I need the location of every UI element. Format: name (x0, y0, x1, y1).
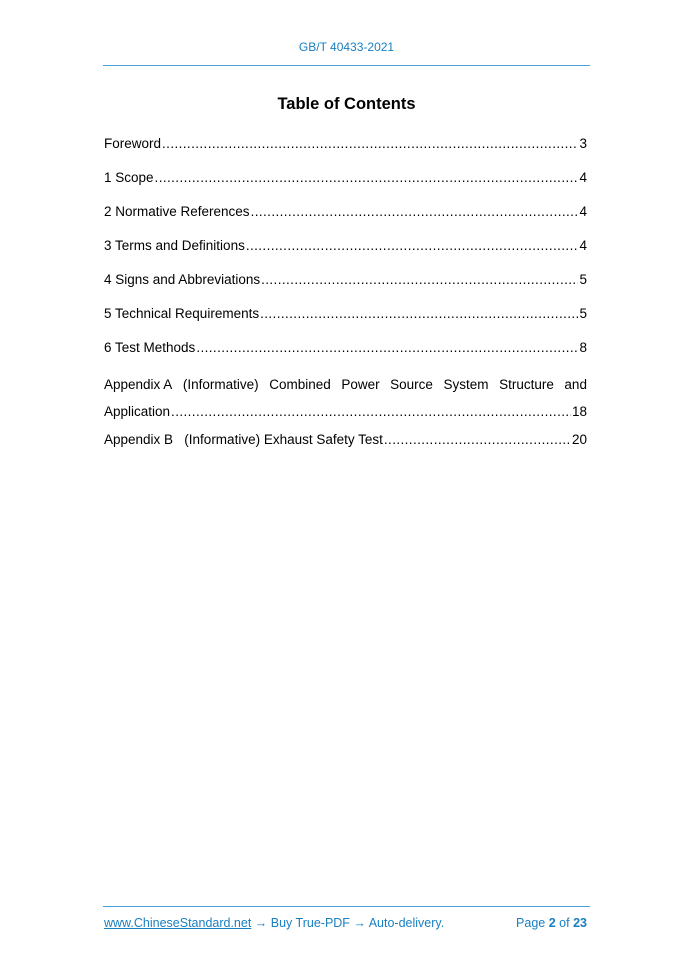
header-divider (103, 65, 590, 66)
toc-word: Appendix A (104, 377, 173, 392)
toc-page-number: 20 (571, 432, 587, 447)
footer-promo (104, 916, 444, 930)
toc-entry-technical-requirements[interactable] (104, 303, 587, 325)
current-page-number: 2 (548, 916, 556, 930)
toc-entry-label: 5 Technical Requirements (104, 306, 260, 321)
toc-entry-appendix-a[interactable] (104, 371, 587, 425)
toc-page-number: 5 (579, 306, 587, 321)
toc-page-number: 3 (579, 136, 587, 151)
toc-entry-appendix-b[interactable] (104, 429, 587, 451)
toc-page-number: 5 (579, 272, 587, 287)
toc-leader-dots (196, 337, 578, 359)
toc-leader-dots (260, 303, 578, 325)
toc-entry-label: 4 Signs and Abbreviations (104, 272, 261, 287)
toc-leader-dots (246, 235, 579, 257)
toc-leader-dots (261, 269, 578, 291)
table-of-contents (104, 133, 587, 463)
toc-entry-line-1 (104, 371, 587, 398)
toc-word: Combined (269, 377, 331, 392)
toc-entry-test-methods[interactable] (104, 337, 587, 359)
toc-page-number: 4 (579, 238, 587, 253)
toc-entry-label: 1 Scope (104, 170, 154, 185)
toc-page-number: 4 (579, 170, 587, 185)
toc-leader-dots (251, 201, 579, 223)
toc-page-number: 18 (571, 404, 587, 419)
page-of-label: of (559, 916, 570, 930)
toc-leader-dots (162, 133, 578, 155)
toc-leader-dots (384, 429, 571, 451)
page-title: Table of Contents (277, 95, 416, 113)
toc-entry-label: Appendix B (Informative) Exhaust Safety Test (104, 432, 383, 447)
toc-entry-terms-definitions[interactable] (104, 235, 587, 257)
toc-word: Power (341, 377, 380, 392)
toc-entry-label: 2 Normative References (104, 204, 250, 219)
total-page-number: 23 (573, 916, 587, 930)
toc-leader-dots (155, 167, 579, 189)
toc-entry-signs-abbreviations[interactable] (104, 269, 587, 291)
toc-page-number: 8 (579, 340, 587, 355)
toc-entry-line-2 (104, 398, 587, 425)
document-code-header: GB/T 40433-2021 (298, 40, 395, 54)
website-link[interactable]: www.ChineseStandard.net (104, 916, 252, 930)
toc-entry-label: Foreword (104, 136, 162, 151)
toc-word: (Informative) (182, 377, 259, 392)
page-indicator (516, 916, 587, 930)
toc-entry-label: Application (104, 404, 171, 419)
toc-page-number: 4 (579, 204, 587, 219)
toc-entry-normative-references[interactable] (104, 201, 587, 223)
toc-entry-label: 3 Terms and Definitions (104, 238, 245, 253)
toc-entry-label: 6 Test Methods (104, 340, 196, 355)
toc-leader-dots (171, 398, 571, 425)
toc-word: System (443, 377, 489, 392)
footer-promo-text: → Buy True-PDF → Auto-delivery. (251, 916, 445, 930)
toc-word: and (564, 377, 587, 392)
toc-word: Source (390, 377, 433, 392)
page-label: Page (516, 916, 546, 930)
toc-entry-foreword[interactable] (104, 133, 587, 155)
toc-entry-scope[interactable] (104, 167, 587, 189)
toc-word: Structure (499, 377, 554, 392)
footer-divider (103, 906, 590, 907)
